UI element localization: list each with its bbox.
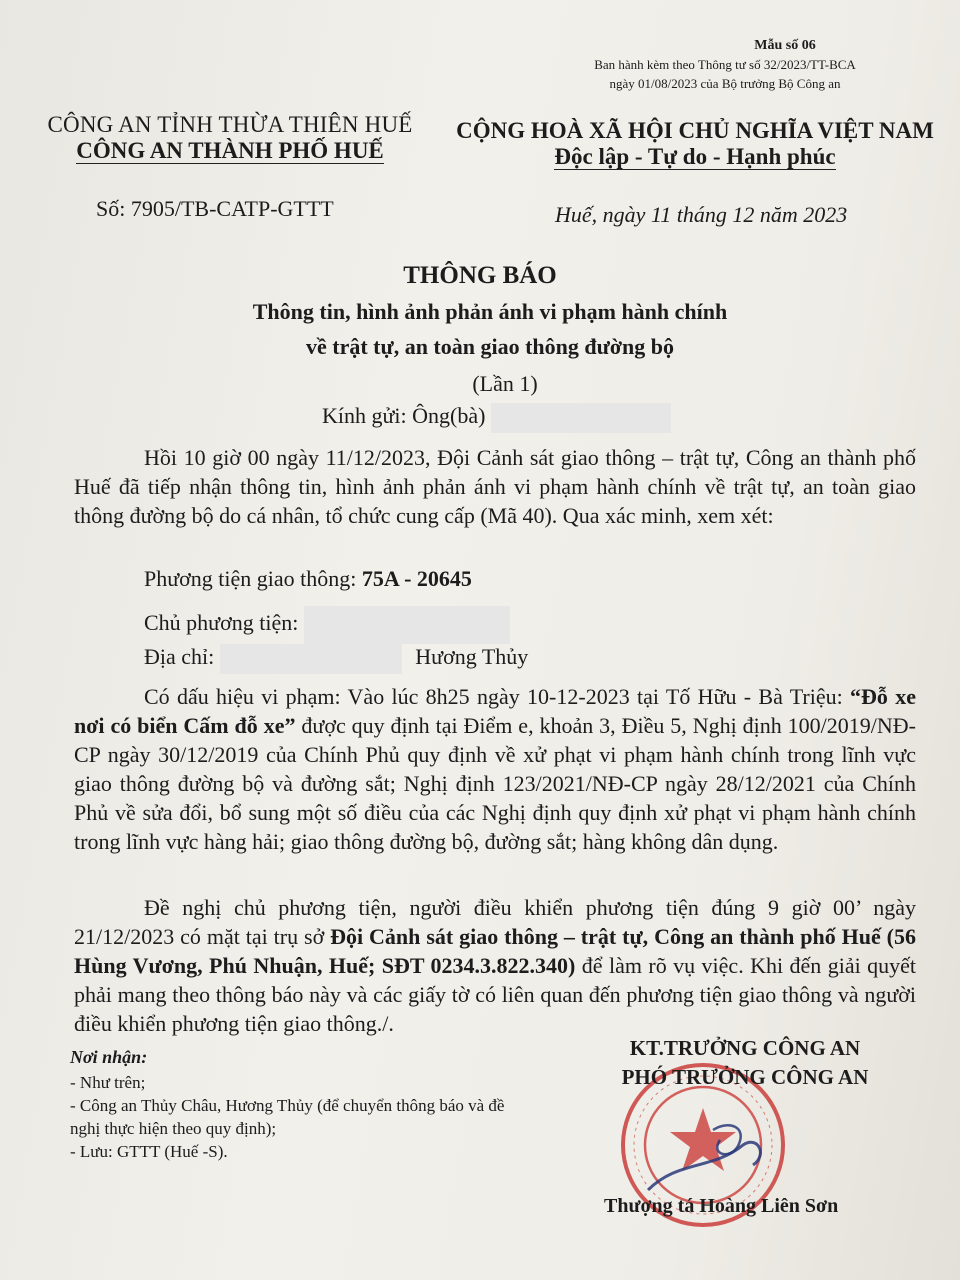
form-ref-line1: Ban hành kèm theo Thông tư số 32/2023/TT-BCA <box>594 57 856 72</box>
violation-paragraph: Có dấu hiệu vi phạm: Vào lúc 8h25 ngày 10-12-2023 tại Tố Hữu - Bà Triệu: “Đỗ xe nơi có biển Cấm đỗ xe” được quy định tại Điểm e, khoản 3, Điều 5, Nghị định 100/2019/NĐ-CP ngày 30/12/2019 của Chính Phủ quy định về xử phạt vi phạm hành chính trong lĩnh vực giao thông đường bộ và đường sắt; Nghị định 123/2021/NĐ-CP ngày 28/12/2021 của Chính Phủ về sửa đổi, bổ sung một số điều của các Nghị định quy định xử phạt vi phạm hành chính trong lĩnh vực hàng hải; giao thông đường bộ, đường sắt; hàng không dân dụng. <box>74 684 917 854</box>
license-plate: 75A - 20645 <box>361 566 472 591</box>
document-number: Số: 7905/TB-CATP-GTTT <box>96 196 334 221</box>
redacted-addressee <box>491 403 671 433</box>
request-paragraph: Đề nghị chủ phương tiện, người điều khiển phương tiện đúng 9 giờ 00’ ngày 21/12/2023 có mặt tại trụ sở Đội Cảnh sát giao thông – trật tự, Công an thành phố Huế (56 Hùng Vương, Phú Nhuận, Huế; SĐT 0234.3.822.340) để làm rõ vụ việc. Khi đến giải quyết phải mang theo thông báo này và các giấy tờ có liên quan đến phương tiện giao thông và người điều khiển phương tiện giao thông./. <box>74 895 916 1036</box>
national-header <box>450 118 940 170</box>
recipients-block <box>70 1046 530 1163</box>
signer-position: PHÓ TRƯỞNG CÔNG AN <box>621 1065 869 1089</box>
national-motto: Độc lập - Tự do - Hạnh phúc <box>554 144 836 169</box>
address-line <box>144 644 528 674</box>
recipient-item: - Như trên; <box>70 1073 146 1092</box>
addressee-line <box>322 403 671 433</box>
country-name: CỘNG HOÀ XÃ HỘI CHỦ NGHĨA VIỆT NAM <box>456 118 934 143</box>
appointment-place: Đội Cảnh sát giao thông – trật tự, Công an thành phố Huế (56 Hùng Vương, Phú Nhuận, Huế; SĐT 0234.3.822.340) <box>74 924 916 978</box>
redacted-address <box>220 644 402 674</box>
recipient-item: - Công an Thủy Châu, Hương Thủy (để chuyển thông báo và đề nghị thực hiện theo quy định); <box>70 1096 505 1138</box>
agency-name: CÔNG AN THÀNH PHỐ HUẾ <box>76 138 384 163</box>
signer-authority: KT.TRƯỞNG CÔNG AN <box>629 1036 861 1060</box>
agency-parent: CÔNG AN TỈNH THỪA THIÊN HUẾ <box>47 112 413 137</box>
form-reference <box>560 36 890 93</box>
signer-name: Thượng tá Hoàng Liên Sơn <box>604 1195 839 1217</box>
addressee-label: Kính gửi: Ông(bà) <box>322 403 486 429</box>
document-subtitle-1: Thông tin, hình ảnh phản ánh vi phạm hành chính <box>252 299 728 324</box>
attempt-number: (Lần 1) <box>472 371 538 396</box>
recipients-heading: Nơi nhận: <box>70 1047 148 1067</box>
address-label: Địa chỉ: <box>144 644 220 670</box>
recipient-item: - Lưu: GTTT (Huế -S). <box>70 1142 228 1161</box>
document-title: THÔNG BÁO <box>403 262 557 289</box>
form-ref-line2: ngày 01/08/2023 của Bộ trưởng Bộ Công an <box>609 76 841 91</box>
owner-line <box>144 606 510 644</box>
document-subtitle-2: về trật tự, an toàn giao thông đường bộ <box>305 334 674 359</box>
issuing-agency <box>30 112 430 164</box>
intro-paragraph: Hồi 10 giờ 00 ngày 11/12/2023, Đội Cảnh sát giao thông – trật tự, Công an thành phố Huế đã tiếp nhận thông tin, hình ảnh phản ánh vi phạm hành chính về trật tự, an toàn giao thông đường bộ do cá nhân, tổ chức cung cấp (Mã 40). Qua xác minh, xem xét: <box>74 445 916 528</box>
form-number: Mẫu số 06 <box>754 38 816 53</box>
vehicle-label: Phương tiện giao thông: <box>144 566 362 591</box>
signature-block <box>590 1034 900 1092</box>
document-date: Huế, ngày 11 tháng 12 năm 2023 <box>555 202 848 227</box>
violation-name: “Đỗ xe nơi có biển Cấm đỗ xe” <box>74 684 917 738</box>
redacted-owner <box>304 606 510 644</box>
owner-label: Chủ phương tiện: <box>144 610 304 636</box>
vehicle-line <box>144 566 472 592</box>
address-district: Hương Thủy <box>415 644 529 670</box>
